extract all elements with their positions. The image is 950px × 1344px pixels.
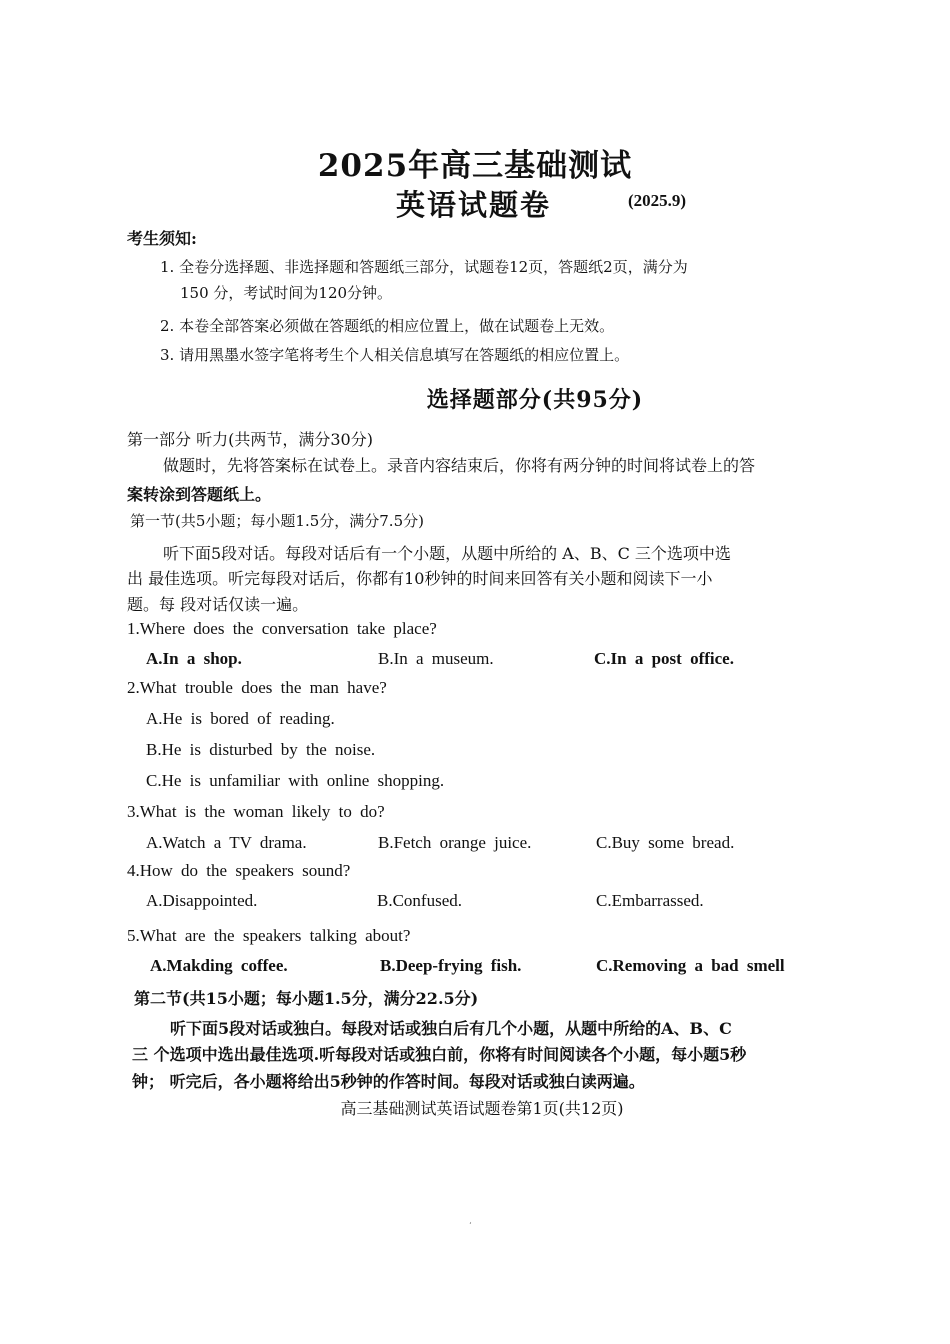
part1-instruction-cont: 案转涂到答题纸上。 — [127, 485, 272, 504]
sub2-heading: 第二节(共15小题；每小题1.5分，满分22.5分) — [134, 989, 479, 1008]
question-4: 4.How do the speakers sound? — [127, 861, 351, 880]
exam-date: (2025.9) — [628, 191, 687, 210]
exam-subject-title: 英语试题卷 — [396, 188, 552, 222]
page-mark: ‘ — [469, 1221, 472, 1230]
sub2-instruction-2: 三 个选项中选出最佳选项.听每段对话或独白前，你将有时间阅读各个小题，每小题5秒 — [132, 1045, 747, 1064]
notice-heading: 考生须知: — [127, 229, 197, 248]
q3-option-a: A.Watch a TV drama. — [146, 833, 307, 852]
q3-option-b: B.Fetch orange juice. — [378, 833, 532, 852]
q3-option-c: C.Buy some bread. — [596, 833, 735, 852]
notice-item-1-cont: 150 分，考试时间为120分钟。 — [180, 284, 393, 302]
q4-option-c: C.Embarrassed. — [596, 891, 704, 910]
q5-option-b: B.Deep-frying fish. — [380, 956, 522, 975]
q4-option-b: B.Confused. — [377, 891, 462, 910]
part1-instruction: 做题时，先将答案标在试卷上。录音内容结束后，你将有两分钟的时间将试卷上的答 — [163, 456, 756, 475]
q4-option-a: A.Disappointed. — [146, 891, 258, 910]
q1-option-a: A.In a shop. — [146, 649, 242, 668]
q1-option-b: B.In a museum. — [378, 649, 494, 668]
notice-item-3: 3. 请用黑墨水签字笔将考生个人相关信息填写在答题纸的相应位置上。 — [160, 346, 630, 364]
page-footer: 高三基础测试英语试题卷第1页(共12页) — [340, 1099, 624, 1118]
q1-option-c: C.In a post office. — [594, 649, 734, 668]
notice-item-1: 1. 全卷分选择题、非选择题和答题纸三部分，试题卷12页，答题纸2页，满分为 — [160, 258, 688, 276]
question-3: 3.What is the woman likely to do? — [127, 802, 385, 821]
part1-heading: 第一部分 听力(共两节，满分30分) — [127, 430, 373, 449]
sub1-instruction-3: 题。每 段对话仅读一遍。 — [127, 595, 309, 614]
sub1-instruction-1: 听下面5段对话。每段对话后有一个小题，从题中所给的 A、B、C 三个选项中选 — [163, 544, 731, 563]
q2-option-a: A.He is bored of reading. — [146, 709, 335, 728]
q5-option-c: C.Removing a bad smell — [596, 956, 785, 975]
q2-option-b: B.He is disturbed by the noise. — [146, 740, 376, 759]
question-5: 5.What are the speakers talking about? — [127, 926, 411, 945]
question-2: 2.What trouble does the man have? — [127, 678, 387, 697]
sub1-heading: 第一节(共5小题；每小题1.5分，满分7.5分) — [130, 512, 424, 530]
q5-option-a: A.Makding coffee. — [150, 956, 288, 975]
sub1-instruction-2: 出 最佳选项。听完每段对话后，你都有10秒钟的时间来回答有关小题和阅读下一小 — [127, 569, 713, 588]
exam-title: 2025年高三基础测试 — [317, 148, 633, 184]
sub2-instruction-1: 听下面5段对话或独白。每段对话或独白后有几个小题，从题中所给的A、B、C — [170, 1019, 732, 1038]
question-1: 1.Where does the conversation take place? — [127, 619, 437, 638]
sub2-instruction-3: 钟； 听完后，各小题将给出5秒钟的作答时间。每段对话或独白读两遍。 — [132, 1072, 645, 1091]
section-title: 选择题部分(共95分) — [426, 387, 644, 413]
notice-item-2: 2. 本卷全部答案必须做在答题纸的相应位置上，做在试题卷上无效。 — [160, 317, 615, 335]
q2-option-c: C.He is unfamiliar with online shopping. — [146, 771, 445, 790]
